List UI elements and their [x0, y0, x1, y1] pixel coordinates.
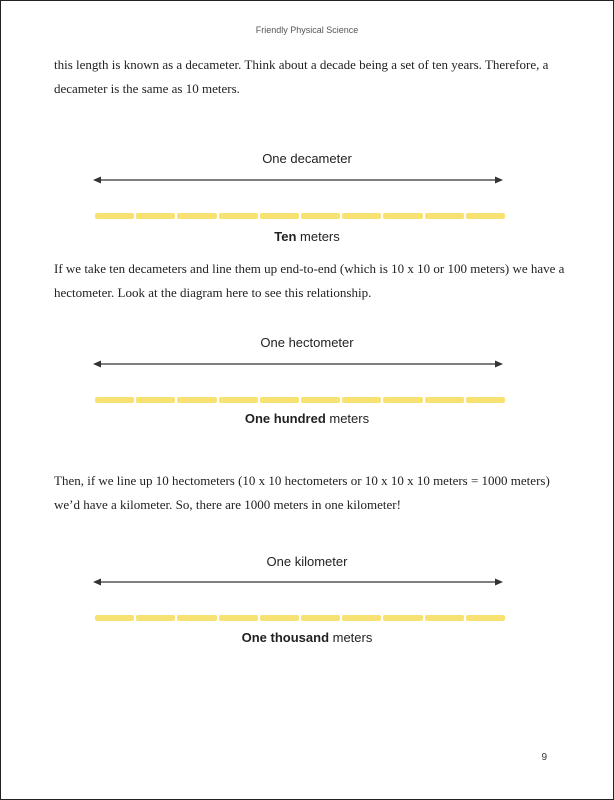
ruler-segment [95, 615, 134, 621]
double-arrow-icon [93, 175, 503, 185]
ruler-segment [342, 213, 381, 219]
diagram-caption: One hectometer [260, 335, 354, 350]
ruler-bar [95, 615, 505, 621]
diagram-caption: One decameter [262, 151, 352, 166]
page-number: 9 [541, 752, 547, 763]
ruler-segment [260, 213, 299, 219]
ruler-segment [301, 397, 340, 403]
ruler-segment [425, 615, 464, 621]
paragraph-kilometer: Then, if we line up 10 hectometers (10 x 10 hectometers or 10 x 10 x 10 meters = 1000 meters) we’d have a kilometer. So, there are 1000 meters in one kilometer! [54, 473, 550, 512]
ruler-segment [466, 213, 505, 219]
double-arrow-icon [93, 577, 503, 587]
diagram-unit-label [1, 229, 613, 244]
ruler-segment [95, 397, 134, 403]
paragraph-decameter: this length is known as a decameter. Think about a decade being a set of ten years. Therefore, a decameter is the same as 10 meters. [54, 57, 549, 96]
ruler-bar [95, 397, 505, 403]
decameter-diagram [1, 151, 613, 251]
unit-name: meters [296, 229, 340, 244]
ruler-segment [219, 397, 258, 403]
running-header: Friendly Physical Science [255, 25, 359, 35]
ruler-segment [177, 615, 216, 621]
ruler-segment [342, 397, 381, 403]
hectometer-diagram [1, 335, 613, 435]
diagram-unit-label [1, 411, 613, 426]
diagram-unit-label [1, 630, 613, 645]
ruler-segment [466, 615, 505, 621]
ruler-segment [301, 615, 340, 621]
ruler-bar [95, 213, 505, 219]
ruler-segment [260, 615, 299, 621]
ruler-segment [466, 397, 505, 403]
ruler-segment [177, 213, 216, 219]
ruler-segment [383, 615, 422, 621]
ruler-segment [136, 213, 175, 219]
ruler-segment [219, 213, 258, 219]
ruler-segment [260, 397, 299, 403]
unit-count: Ten [274, 229, 297, 244]
unit-count: One thousand [241, 630, 330, 645]
ruler-segment [425, 397, 464, 403]
ruler-segment [425, 213, 464, 219]
double-arrow-icon [93, 359, 503, 369]
ruler-segment [177, 397, 216, 403]
unit-name: meters [325, 411, 370, 426]
ruler-segment [383, 397, 422, 403]
ruler-segment [342, 615, 381, 621]
diagram-caption: One kilometer [266, 554, 348, 569]
unit-count: One hundred [244, 411, 326, 426]
ruler-segment [95, 213, 134, 219]
ruler-segment [383, 213, 422, 219]
ruler-segment [301, 213, 340, 219]
unit-name: meters [329, 630, 373, 645]
kilometer-diagram [1, 554, 613, 654]
ruler-segment [136, 615, 175, 621]
paragraph-hectometer: If we take ten decameters and line them up end-to-end (which is 10 x 10 or 100 meters) we have a hectometer. Look at the diagram here to see this relationship. [54, 261, 565, 300]
ruler-segment [219, 615, 258, 621]
ruler-segment [136, 397, 175, 403]
